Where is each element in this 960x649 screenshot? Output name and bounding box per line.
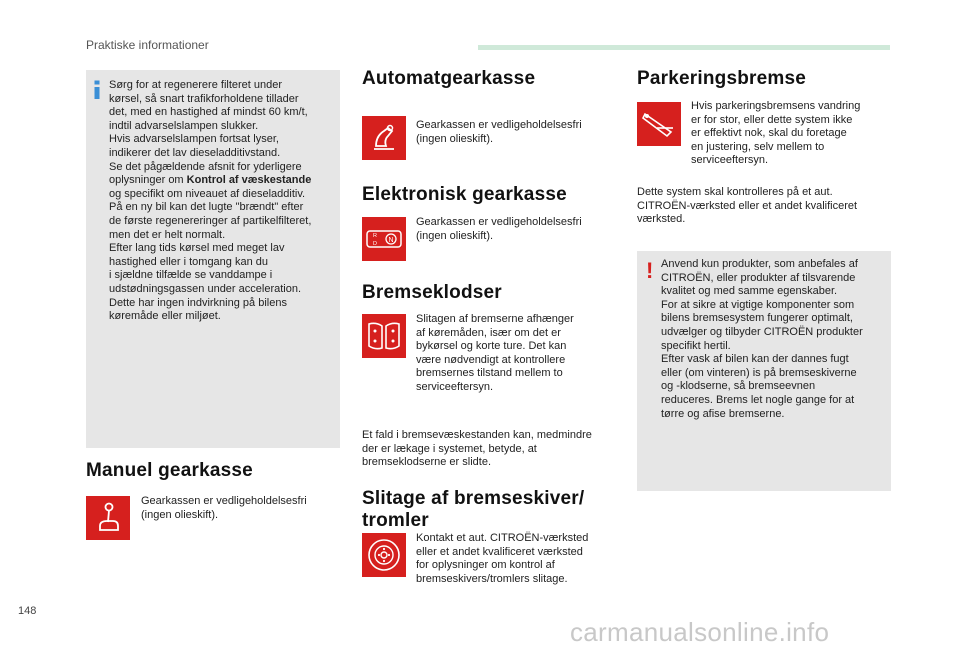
elektronisk-gearkasse-text: Gearkassen er vedligeholdelsesfri (ingen olieskift). <box>416 216 582 242</box>
bremseklodser-extra-text: Et fald i bremsevæskestanden kan, medmindre der er lækage i systemet, betyde, at bremseklodserne er slidte. <box>362 429 592 469</box>
parking-brake-icon <box>637 102 681 146</box>
brake-disc-icon <box>362 533 406 577</box>
heading-slitage-line1: Slitage af bremseskiver/ <box>362 488 585 509</box>
gearbox-label-r: R <box>373 233 377 239</box>
heading-slitage-bremseskiver <box>362 488 584 532</box>
bremseklodser-text: Slitagen af bremserne afhænger af køremåden, især om det er bykørsel og korte ture. Det kan være nødvendigt at kontrollere bremsernes tilstand mellem to serviceeftersyn. <box>416 313 574 393</box>
info-box-text: Sørg for at regenerere filteret under kørsel, så snart trafikforholdene tillader det, med en hastighed af mindst 60 km/t, indtil advarselslampen slukker. Hvis advarselslampen fortsat lyser, indikerer det lav dieseladditivstand. Se det pågældende afsnit for yderligere oplysninger om Kontrol af væskestande og specifikt om niveauet af dieseladditiv. På en ny bil kan det lugte "brændt" efter de første regenereringer af partikelfilteret, men det er helt normalt. Efter lang tids kørsel med meget lav hastighed eller i tomgang kan du i sjældne tilfælde se vanddampe i udstødningsgassen under acceleration. Dette har ingen indvirkning på bilens køremåde eller miljøet. <box>109 79 312 323</box>
electronic-gearbox-icon <box>362 217 406 261</box>
automatgearkasse-text: Gearkassen er vedligeholdelsesfri (ingen olieskift). <box>416 119 582 145</box>
warning-exclamation-icon: ! <box>646 258 654 283</box>
watermark: carmanualsonline.info <box>570 617 830 647</box>
brake-pads-icon <box>362 314 406 358</box>
info-box-bold-link-text: Kontrol af væskestande <box>186 174 312 187</box>
parkeringsbremse-extra-text: Dette system skal kontrolleres på et aut. CITROËN-værksted eller et andet kvalificeret værksted. <box>637 186 858 226</box>
gearbox-label-n: N <box>388 237 394 244</box>
header-accent-bar <box>478 45 890 50</box>
info-icon <box>91 80 103 100</box>
parkeringsbremse-text: Hvis parkeringsbremsens vandring er for stor, eller dette system ikke er effektivt nok, skal du foretage en justering, selv mellem to serviceeftersyn. <box>691 100 861 167</box>
heading-automatgearkasse: Automatgearkasse <box>362 68 536 89</box>
automatic-gear-selector-icon <box>362 116 406 160</box>
warning-box-text: Anvend kun produkter, som anbefales af CITROËN, eller produkter af tilsvarende kvalitet og med samme egenskaber. For at sikre at vigtige komponenter som bilens bremsesystem fungerer optimalt, udvælger og tilbyder CITROËN produkter specifikt hertil. Efter vask af bilen kan der dannes fugt eller (om vinteren) is på bremseskiverne og -klodserne, så bremseevnen reduceres. Brems let nogle gange for at tørre og afise bremserne. <box>661 258 863 420</box>
heading-elektronisk-gearkasse: Elektronisk gearkasse <box>362 184 567 205</box>
heading-manuel-gearkasse: Manuel gearkasse <box>86 460 253 481</box>
manuel-gearkasse-text: Gearkassen er vedligeholdelsesfri (ingen olieskift). <box>141 495 307 521</box>
heading-bremseklodser: Bremseklodser <box>362 282 502 303</box>
heading-slitage-line2: tromler <box>362 510 429 531</box>
heading-parkeringsbremse: Parkeringsbremse <box>637 68 807 89</box>
page-header-title: Praktiske informationer <box>86 38 209 52</box>
manual-gear-lever-icon <box>86 496 130 540</box>
slitage-text: Kontakt et aut. CITROËN-værksted eller et andet kvalificeret værksted for oplysninger om kontrol af bremseskivers/tromlers slitage. <box>416 532 589 585</box>
page-number: 148 <box>18 605 37 617</box>
gearbox-label-d: D <box>373 241 377 247</box>
